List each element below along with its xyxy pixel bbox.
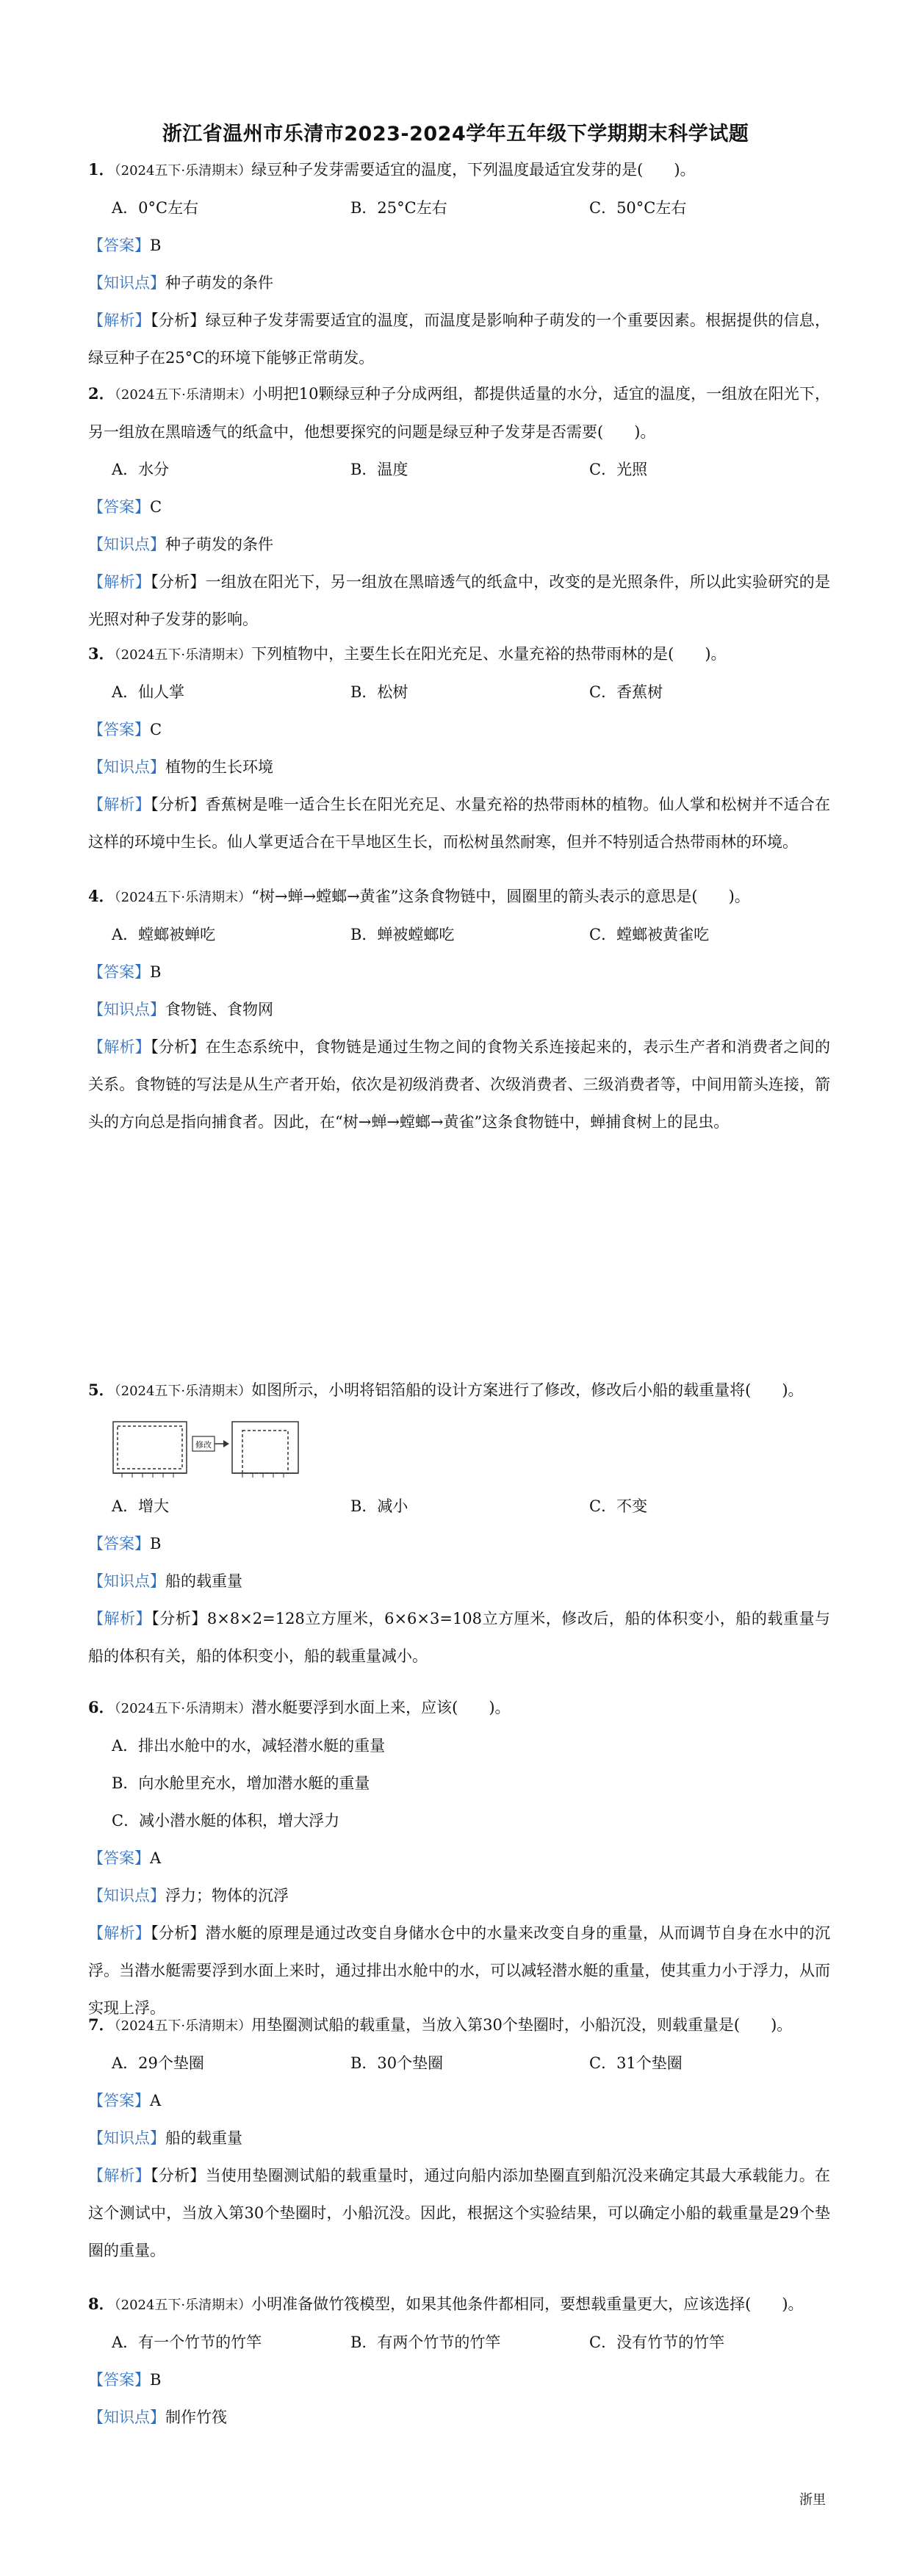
option-a: A．有一个竹节的竹竿 xyxy=(112,2334,262,2351)
options-row xyxy=(88,451,830,489)
option-b: B．向水舱里充水，增加潜水艇的重量 xyxy=(112,1774,370,1792)
question-number: 3． xyxy=(88,644,115,663)
option-c: C．不变 xyxy=(589,1497,648,1515)
question-stem xyxy=(88,877,830,916)
boat-diagram xyxy=(110,1414,830,1482)
analysis-tag: 【解析】 xyxy=(88,1038,151,1056)
question-number: 4． xyxy=(88,887,115,905)
question-text: 下列植物中，主要生长在阳光充足、水量充裕的热带雨林的是( )。 xyxy=(251,645,727,663)
answer-line xyxy=(88,2361,830,2399)
question-source: （2024五下·乐清期末） xyxy=(114,1384,252,1399)
option-c: C．香蕉树 xyxy=(589,683,663,701)
analysis-tag: 【解析】 xyxy=(88,1924,151,1942)
knowledge-line xyxy=(88,526,830,564)
option-a: A．水分 xyxy=(112,461,170,478)
option-a: A．29个垫圈 xyxy=(112,2054,204,2072)
question-text: 潜水艇要浮到水面上来，应该( )。 xyxy=(251,1699,511,1716)
question-number: 1． xyxy=(88,160,115,179)
question-source: （2024五下·乐清期末） xyxy=(114,647,252,663)
analysis-tag: 【解析】 xyxy=(88,796,151,813)
question-number: 5． xyxy=(88,1381,115,1399)
option-b: B．30个垫圈 xyxy=(350,2054,444,2072)
analysis-text: 【分析】一组放在阳光下，另一组放在黑暗透气的纸盒中，改变的是光照条件，所以此实验研究的是光照对种子发芽的影响。 xyxy=(88,573,831,628)
analysis-tag: 【解析】 xyxy=(88,2167,151,2184)
answer-value: B xyxy=(150,1535,162,1553)
options-row xyxy=(88,2045,830,2082)
modified-boat-ticks xyxy=(242,1473,284,1478)
analysis-line xyxy=(88,564,830,638)
option-b: B．25°C左右 xyxy=(350,199,447,217)
option-a: A．排出水舱中的水，减轻潜水艇的重量 xyxy=(112,1737,386,1755)
question-stem xyxy=(88,1371,830,1410)
knowledge-tag: 【知识点】 xyxy=(88,2129,165,2147)
page-footer: 浙里 xyxy=(799,2492,826,2508)
answer-tag: 【答案】 xyxy=(88,498,150,516)
answer-value: C xyxy=(150,721,162,738)
question-2 xyxy=(88,375,830,638)
knowledge-tag: 【知识点】 xyxy=(88,1001,165,1018)
option-b: B．蝉被螳螂吃 xyxy=(350,926,455,943)
question-number: 7． xyxy=(88,2015,115,2034)
option-c: C．光照 xyxy=(589,461,648,478)
question-source: （2024五下·乐清期末） xyxy=(114,387,253,403)
answer-line xyxy=(88,2082,830,2120)
analysis-text: 【分析】当使用垫圈测试船的载重量时，通过向船内添加垫圈直到船沉没来确定其最大承载能力。在这个测试中，当放入第30个垫圈时，小船沉没。因此，根据这个实验结果，可以确定小船的载重量是29个垫圈的重量。 xyxy=(88,2167,831,2259)
answer-line xyxy=(88,711,830,749)
question-stem xyxy=(88,151,830,190)
boat-design-figure xyxy=(110,1414,303,1479)
answer-tag: 【答案】 xyxy=(88,237,150,254)
question-stem xyxy=(88,635,830,674)
analysis-tag: 【解析】 xyxy=(88,573,151,591)
knowledge-value: 浮力；物体的沉浮 xyxy=(165,1887,289,1904)
option-b: B．减小 xyxy=(350,1497,408,1515)
option-c: C．减小潜水艇的体积，增大浮力 xyxy=(112,1812,340,1830)
answer-tag: 【答案】 xyxy=(88,1535,150,1553)
knowledge-value: 船的载重量 xyxy=(165,2129,242,2147)
answer-value: C xyxy=(150,498,162,516)
knowledge-tag: 【知识点】 xyxy=(88,1572,165,1590)
analysis-tag: 【解析】 xyxy=(88,312,151,329)
answer-value: A xyxy=(150,1849,162,1867)
analysis-text: 【分析】8×8×2=128立方厘米，6×6×3=108立方厘米，修改后，船的体积变小，船的载重量与船的体积有关，船的体积变小，船的载重量减小。 xyxy=(88,1610,831,1665)
answer-line xyxy=(88,1840,830,1877)
option-b: B．松树 xyxy=(350,683,408,701)
answer-tag: 【答案】 xyxy=(88,963,150,981)
modify-arrow xyxy=(192,1436,229,1451)
question-source: （2024五下·乐清期末） xyxy=(114,2298,252,2313)
knowledge-value: 种子萌发的条件 xyxy=(165,536,273,553)
option-b: B．有两个竹节的竹竿 xyxy=(350,2334,501,2351)
analysis-text: 【分析】在生态系统中，食物链是通过生物之间的食物关系连接起来的，表示生产者和消费者之间的关系。食物链的写法是从生产者开始，依次是初级消费者、次级消费者、三级消费者等，中间用箭头连接，箭头的方向总是指向捕食者。因此，在“树→蝉→螳螂→黄雀”这条食物链中，蝉捕食树上的昆虫。 xyxy=(88,1038,831,1131)
options-row xyxy=(88,674,830,711)
question-7 xyxy=(88,2006,830,2270)
knowledge-value: 食物链、食物网 xyxy=(165,1001,273,1018)
analysis-line xyxy=(88,1600,830,1675)
modify-label: 修改 xyxy=(195,1440,212,1450)
question-text: 小明准备做竹筏模型，如果其他条件都相同，要想载重量更大，应该选择( )。 xyxy=(251,2295,804,2313)
analysis-text: 【分析】潜水艇的原理是通过改变自身储水仓中的水量来改变自身的重量，从而调节自身在水中的沉浮。当潜水艇需要浮到水面上来时，通过排出水舱中的水，可以减轻潜水艇的重量，使其重力小于浮力，从而实现上浮。 xyxy=(88,1924,831,2017)
question-number: 6． xyxy=(88,1698,115,1716)
knowledge-value: 船的载重量 xyxy=(165,1572,242,1590)
knowledge-tag: 【知识点】 xyxy=(88,536,165,553)
knowledge-value: 植物的生长环境 xyxy=(165,758,273,776)
question-stem xyxy=(88,2285,830,2324)
knowledge-line xyxy=(88,1877,830,1915)
question-1 xyxy=(88,151,830,377)
option-a: A．0°C左右 xyxy=(112,199,199,217)
options-row xyxy=(88,2324,830,2361)
question-text: 绿豆种子发芽需要适宜的温度，下列温度最适宜发芽的是( )。 xyxy=(251,161,696,179)
question-stem xyxy=(88,2006,830,2045)
original-boat-box xyxy=(113,1422,187,1473)
knowledge-tag: 【知识点】 xyxy=(88,1887,165,1904)
question-number: 2． xyxy=(88,384,115,403)
option-c: C．螳螂被黄雀吃 xyxy=(589,926,710,943)
page-title: 浙江省温州市乐清市2023-2024学年五年级下学期期末科学试题 xyxy=(162,123,749,145)
option-c: C．没有竹节的竹竿 xyxy=(589,2334,725,2351)
question-source: （2024五下·乐清期末） xyxy=(114,163,252,179)
question-stem xyxy=(88,1688,830,1727)
question-number: 8． xyxy=(88,2295,115,2313)
answer-tag: 【答案】 xyxy=(88,721,150,738)
answer-value: B xyxy=(150,963,162,981)
question-source: （2024五下·乐清期末） xyxy=(114,890,252,905)
question-3 xyxy=(88,635,830,861)
analysis-line xyxy=(88,1029,830,1141)
options-row xyxy=(88,190,830,227)
question-4 xyxy=(88,877,830,1141)
analysis-line xyxy=(88,786,830,861)
knowledge-line xyxy=(88,991,830,1029)
answer-value: B xyxy=(150,237,162,254)
knowledge-value: 制作竹筏 xyxy=(165,2408,227,2426)
answer-line xyxy=(88,1525,830,1563)
analysis-text: 【分析】绿豆种子发芽需要适宜的温度，而温度是影响种子萌发的一个重要因素。根据提供的信息，绿豆种子在25°C的环境下能够正常萌发。 xyxy=(88,312,831,367)
answer-value: A xyxy=(150,2092,162,2109)
answer-line xyxy=(88,489,830,526)
answer-tag: 【答案】 xyxy=(88,2092,150,2109)
knowledge-line xyxy=(88,749,830,786)
option-c: C．50°C左右 xyxy=(589,199,687,217)
knowledge-line xyxy=(88,1563,830,1600)
question-text: “树→蝉→螳螂→黄雀”这条食物链中，圆圈里的箭头表示的意思是( )。 xyxy=(251,888,750,905)
answer-tag: 【答案】 xyxy=(88,1849,150,1867)
option-c: C．31个垫圈 xyxy=(589,2054,683,2072)
question-stem xyxy=(88,375,830,451)
option-a: A．增大 xyxy=(112,1497,170,1515)
question-8 xyxy=(88,2285,830,2436)
options-row xyxy=(88,916,830,954)
original-boat-ticks xyxy=(122,1473,173,1478)
options-row xyxy=(88,1488,830,1525)
analysis-line xyxy=(88,2157,830,2270)
answer-line xyxy=(88,227,830,265)
options-column xyxy=(88,1727,830,1840)
answer-value: B xyxy=(150,2371,162,2389)
question-source: （2024五下·乐清期末） xyxy=(114,1701,252,1716)
analysis-line xyxy=(88,302,830,377)
answer-tag: 【答案】 xyxy=(88,2371,150,2389)
question-text: 小明把10颗绿豆种子分成两组，都提供适量的水分，适宜的温度，一组放在阳光下，另一组放在黑暗透气的纸盒中，他想要探究的问题是绿豆种子发芽是否需要( )。 xyxy=(88,385,830,441)
question-text: 如图所示，小明将铝箔船的设计方案进行了修改，修改后小船的载重量将( )。 xyxy=(251,1381,804,1399)
knowledge-line xyxy=(88,2399,830,2436)
analysis-text: 【分析】香蕉树是唯一适合生长在阳光充足、水量充裕的热带雨林的植物。仙人掌和松树并不适合在这样的环境中生长。仙人掌更适合在干旱地区生长，而松树虽然耐寒，但并不特别适合热带雨林的环境。 xyxy=(88,796,831,851)
analysis-tag: 【解析】 xyxy=(88,1610,152,1627)
knowledge-value: 种子萌发的条件 xyxy=(165,274,273,292)
option-a: A．螳螂被蝉吃 xyxy=(112,926,216,943)
knowledge-tag: 【知识点】 xyxy=(88,2408,165,2426)
knowledge-tag: 【知识点】 xyxy=(88,758,165,776)
option-a: A．仙人掌 xyxy=(112,683,185,701)
question-6 xyxy=(88,1688,830,2027)
answer-line xyxy=(88,954,830,991)
question-source: （2024五下·乐清期末） xyxy=(114,2018,252,2034)
question-text: 用垫圈测试船的载重量，当放入第30个垫圈时，小船沉没，则载重量是( )。 xyxy=(251,2016,793,2034)
modified-boat-box xyxy=(232,1422,298,1473)
knowledge-line xyxy=(88,265,830,302)
knowledge-line xyxy=(88,2120,830,2157)
knowledge-tag: 【知识点】 xyxy=(88,274,165,292)
option-b: B．温度 xyxy=(350,461,408,478)
question-5 xyxy=(88,1371,830,1675)
